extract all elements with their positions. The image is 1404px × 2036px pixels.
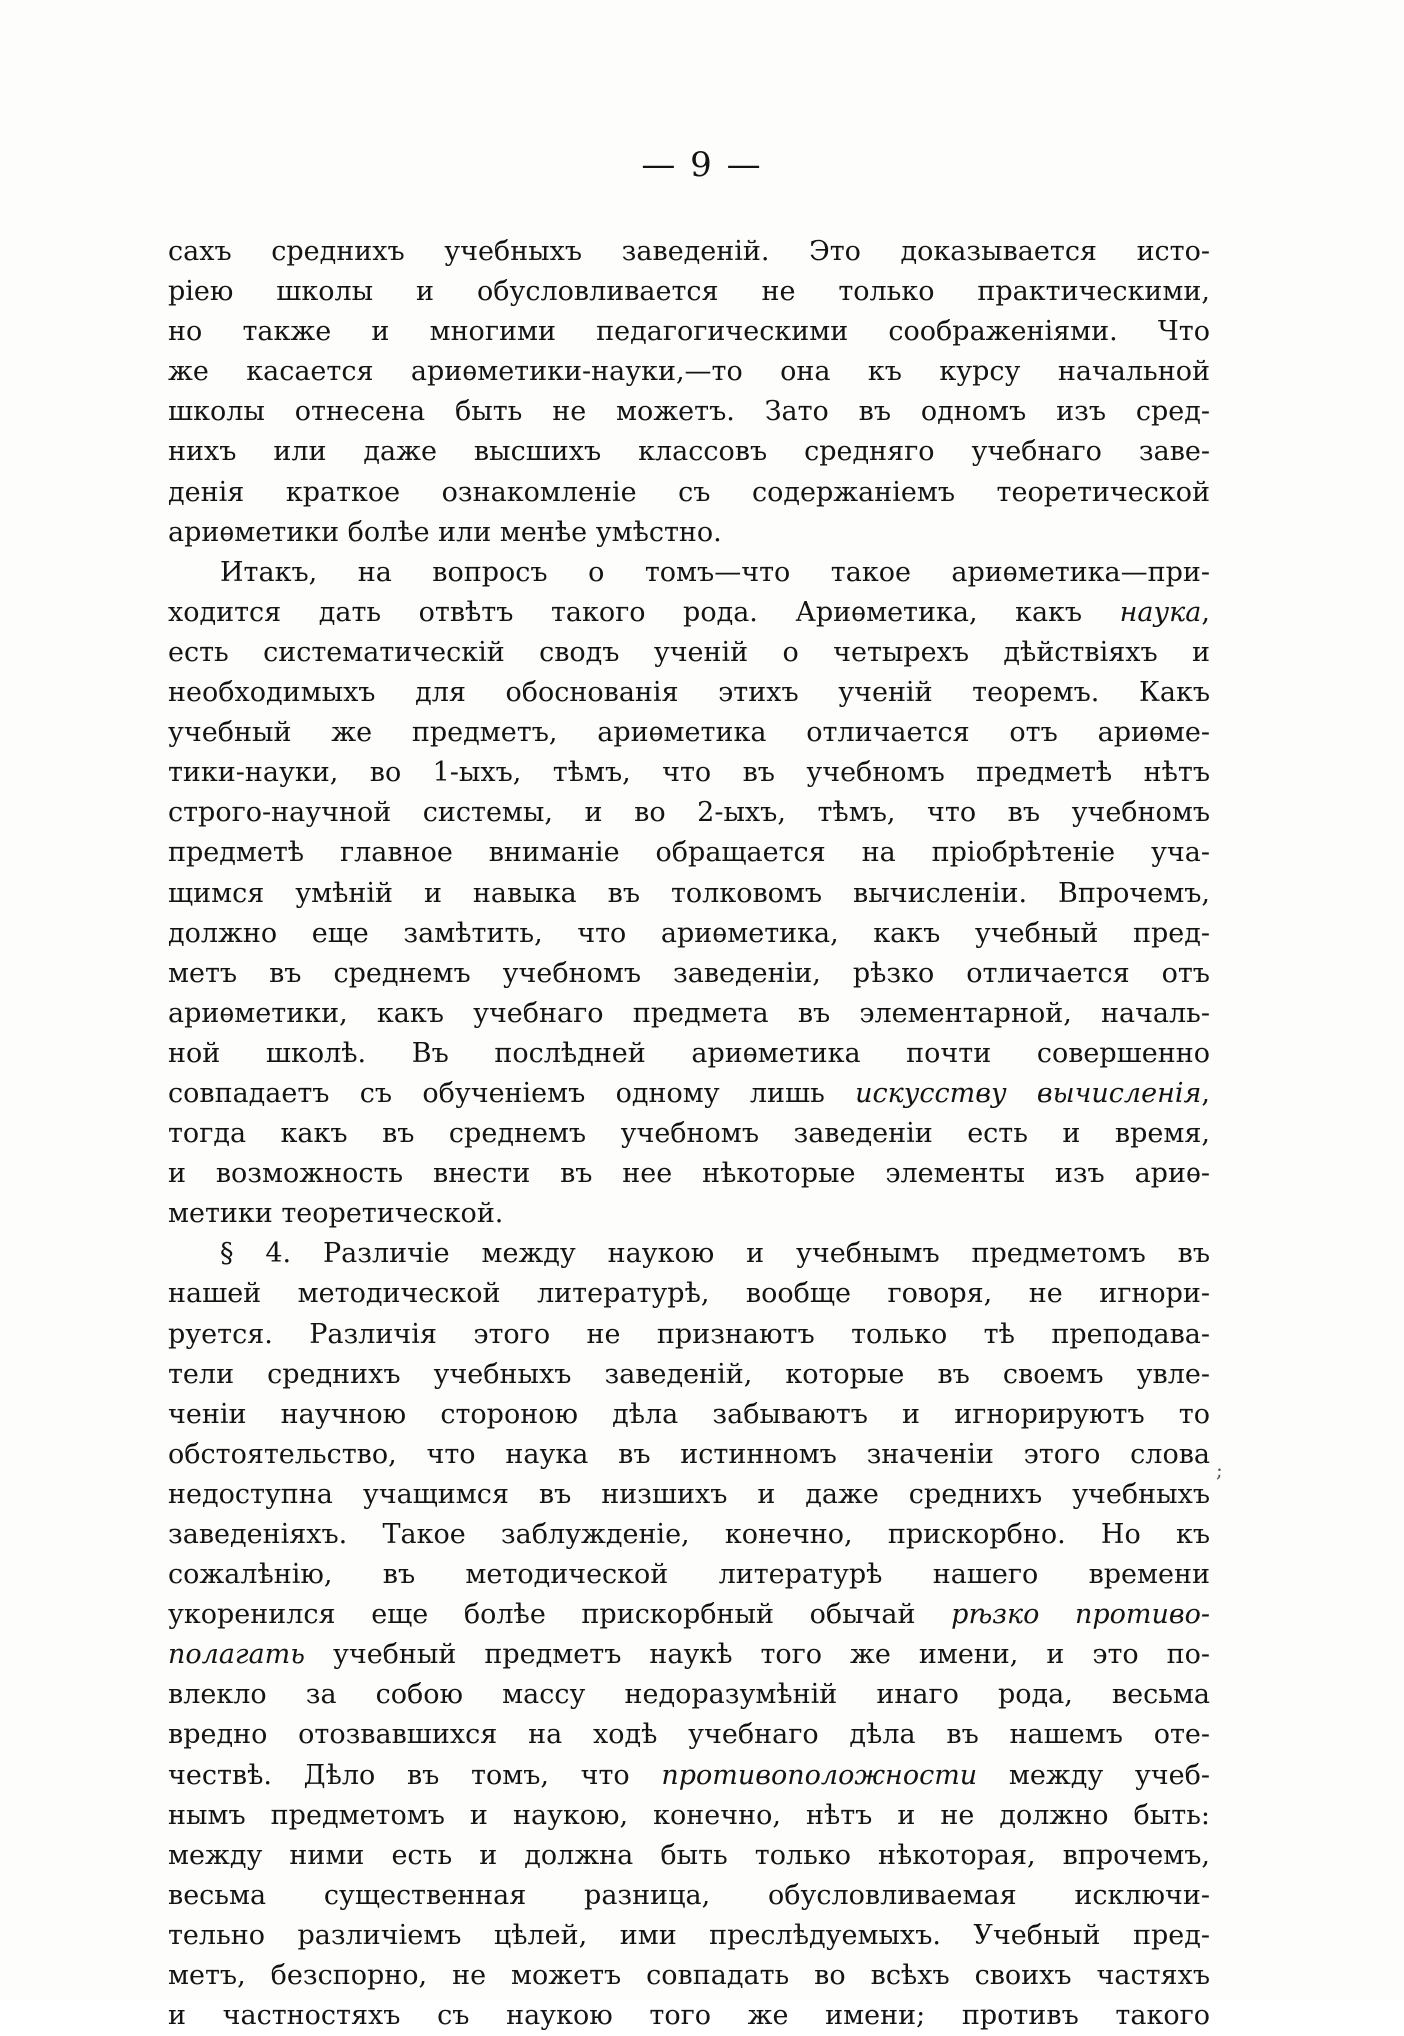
- text-line: метики теоретической.: [168, 1198, 504, 1230]
- italic-term: противоположности: [661, 1759, 978, 1791]
- text-line: денія краткое ознакомленіе съ содержаніемъ теоретической: [168, 476, 1210, 508]
- text-line: предметѣ главное вниманіе обращается на пріобрѣтеніе уча-: [168, 837, 1210, 869]
- text-line: должно еще замѣтить, что ариѳметика, какъ учебный пред-: [168, 917, 1210, 949]
- text-line: заведеніяхъ. Такое заблужденіе, конечно, прискорбно. Но къ: [168, 1519, 1210, 1550]
- text-segment: учебный предметъ наукѣ того же имени, и это по-: [304, 1639, 1210, 1671]
- italic-term: рѣзко противо-: [951, 1599, 1210, 1631]
- section-heading-line: § 4. Различіе между наукою и учебнымъ предметомъ въ: [220, 1238, 1210, 1270]
- text-line: ариѳметики болѣе или менѣе умѣстно.: [168, 516, 722, 548]
- text-line: и частностяхъ съ наукою того же имени; противъ такого: [168, 2000, 1210, 2032]
- text-line: весьма существенная разница, обусловливаемая исключи-: [168, 1879, 1210, 1911]
- text-line: ариѳметики, какъ учебнаго предмета въ элементарной, началь-: [168, 997, 1210, 1029]
- text-line: тики-науки, во 1-ыхъ, тѣмъ, что въ учебномъ предметѣ нѣтъ: [168, 757, 1210, 789]
- text-line: руется. Различія этого не признаютъ только тѣ преподава-: [168, 1318, 1210, 1350]
- text-line: ной школѣ. Въ послѣдней ариѳметика почти совершенно: [168, 1037, 1210, 1069]
- text-line: [168, 1635, 1210, 1675]
- paragraph-start-line: Итакъ, на вопросъ о томъ—что такое ариѳметика—при-: [220, 556, 1210, 588]
- italic-term: наука: [1119, 596, 1202, 628]
- text-line: между ними есть и должна быть только нѣкоторая, впрочемъ,: [168, 1839, 1210, 1871]
- text-line: недоступна учащимся въ низшихъ и даже среднихъ учебныхъ: [168, 1478, 1210, 1510]
- text-line: тогда какъ въ среднемъ учебномъ заведеніи есть и время,: [168, 1118, 1210, 1150]
- text-line: метъ въ среднемъ учебномъ заведеніи, рѣзко отличается отъ: [168, 957, 1210, 989]
- text-line: метъ, безспорно, не можетъ совпадать во всѣхъ своихъ частяхъ: [168, 1960, 1210, 1992]
- text-line: нихъ или даже высшихъ классовъ средняго учебнаго заве-: [168, 436, 1210, 468]
- text-line: обстоятельство, что наука въ истинномъ значеніи этого слова: [168, 1438, 1210, 1470]
- text-line: нымъ предметомъ и наукою, конечно, нѣтъ и не должно быть:: [168, 1799, 1210, 1831]
- text-line: есть систематическій сводъ ученій о четырехъ дѣйствіяхъ и: [168, 636, 1210, 668]
- text-line: щимся умѣній и навыка въ толковомъ вычисленіи. Впрочемъ,: [168, 877, 1210, 909]
- italic-term: полагать: [168, 1639, 305, 1671]
- text-segment: совпадаетъ съ обученіемъ одному лишь: [168, 1077, 856, 1109]
- text-line: ченіи научною стороною дѣла забываютъ и игнорируютъ то: [168, 1398, 1210, 1430]
- text-line: строго-научной системы, и во 2-ыхъ, тѣмъ, что въ учебномъ: [168, 797, 1210, 829]
- italic-term: искусству вычисленія: [855, 1077, 1202, 1109]
- text-line: же касается ариѳметики-науки,—то она къ курсу начальной: [168, 356, 1210, 388]
- text-segment: между учеб-: [977, 1759, 1210, 1791]
- text-line: [168, 593, 1210, 633]
- text-segment: укоренился еще болѣе прискорбный обычай: [168, 1599, 952, 1631]
- text-line: сахъ среднихъ учебныхъ заведеній. Это доказывается исто-: [168, 236, 1210, 267]
- text-line: тели среднихъ учебныхъ заведеній, которые въ своемъ увле-: [168, 1358, 1210, 1390]
- margin-mark: ;: [1216, 1458, 1223, 1482]
- text-line: [168, 1756, 1210, 1796]
- text-segment: ,: [1201, 1077, 1210, 1109]
- text-line: [168, 1595, 1210, 1635]
- text-line: вредно отозвавшихся на ходѣ учебнаго дѣла въ нашемъ оте-: [168, 1719, 1210, 1751]
- text-line: сожалѣнію, въ методической литературѣ нашего времени: [168, 1559, 1210, 1591]
- text-line: и возможность внести въ нее нѣкоторые элементы изъ ариѳ-: [168, 1158, 1210, 1190]
- text-line: учебный же предметъ, ариѳметика отличается отъ ариѳме-: [168, 717, 1210, 749]
- body-text: [168, 232, 1210, 2036]
- text-line: но также и многими педагогическими соображеніями. Что: [168, 316, 1210, 348]
- page-number: — 9 —: [641, 145, 763, 185]
- text-line: нашей методической литературѣ, вообще говоря, не игнори-: [168, 1278, 1210, 1310]
- text-line: школы отнесена быть не можетъ. Зато въ одномъ изъ сред-: [168, 396, 1210, 428]
- text-segment: чествѣ. Дѣло въ томъ, что: [168, 1759, 662, 1791]
- text-segment: ходится дать отвѣтъ такого рода. Ариѳметика, какъ: [168, 596, 1120, 628]
- text-line: влекло за собою массу недоразумѣній инаго рода, весьма: [168, 1679, 1210, 1711]
- text-line: ріею школы и обусловливается не только практическими,: [168, 276, 1210, 308]
- text-line: необходимыхъ для обоснованія этихъ ученій теоремъ. Какъ: [168, 677, 1210, 709]
- text-line: тельно различіемъ цѣлей, ими преслѣдуемыхъ. Учебный пред-: [168, 1919, 1210, 1951]
- text-segment: ,: [1201, 596, 1210, 628]
- text-line: [168, 1074, 1210, 1114]
